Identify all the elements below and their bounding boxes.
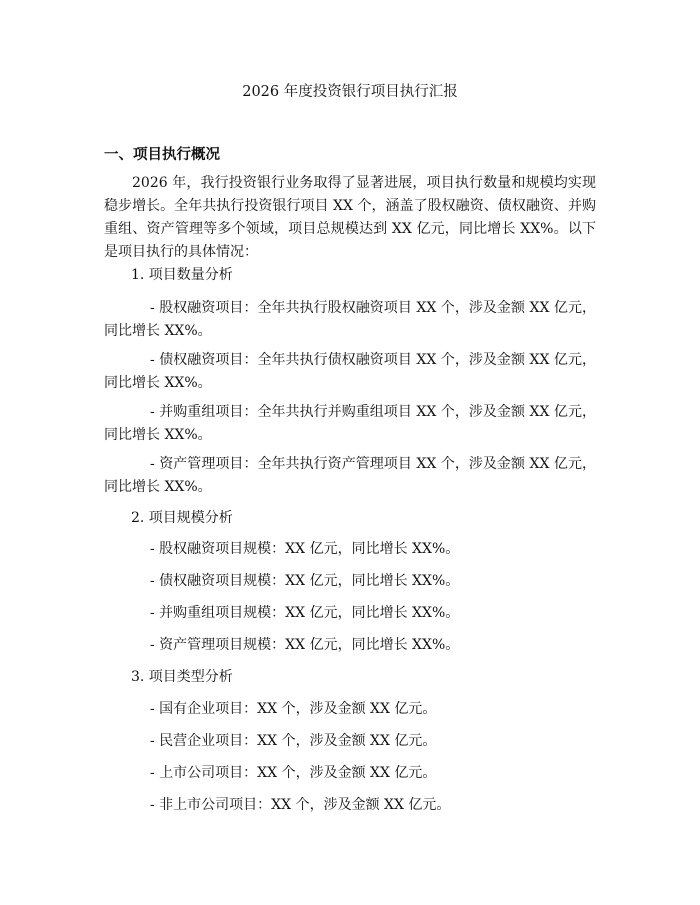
subheading-quantity-analysis: 1. 项目数量分析 [131,267,233,283]
list-item: - 股权融资项目：全年共执行股权融资项目 XX 个，涉及金额 XX 亿元，同比增长 XX%。 [104,300,596,339]
list-item: - 国有企业项目：XX 个，涉及金额 XX 亿元。 [150,701,437,717]
list-item: - 民营企业项目：XX 个，涉及金额 XX 亿元。 [150,733,437,749]
list-item: - 股权融资项目规模：XX 亿元，同比增长 XX%。 [150,541,460,557]
intro-paragraph: 2026 年，我行投资银行业务取得了显著进展，项目执行数量和规模均实现稳步增长。全年共执行投资银行项目 XX 个，涵盖了股权融资、债权融资、并购重组、资产管理等多个领域，项目总规模达到 XX 亿元，同比增长 XX%。以下是项目执行的具体情况： [104,175,596,260]
list-item: - 非上市公司项目：XX 个，涉及金额 XX 亿元。 [150,797,451,813]
list-item: - 并购重组项目规模：XX 亿元，同比增长 XX%。 [150,605,460,621]
subheading-type-analysis: 3. 项目类型分析 [131,669,233,685]
document-title: 2026 年度投资银行项目执行汇报 [242,84,458,100]
list-item: - 并购重组项目：全年共执行并购重组项目 XX 个，涉及金额 XX 亿元，同比增长 XX%。 [104,404,596,443]
list-item: - 债权融资项目规模：XX 亿元，同比增长 XX%。 [150,573,460,589]
list-item: - 资产管理项目规模：XX 亿元，同比增长 XX%。 [150,637,460,653]
list-item: - 上市公司项目：XX 个，涉及金额 XX 亿元。 [150,765,437,781]
section-heading-overview: 一、项目执行概况 [104,147,220,163]
list-item: - 资产管理项目：全年共执行资产管理项目 XX 个，涉及金额 XX 亿元，同比增长 XX%。 [104,456,596,495]
subheading-scale-analysis: 2. 项目规模分析 [131,510,233,526]
list-item: - 债权融资项目：全年共执行债权融资项目 XX 个，涉及金额 XX 亿元，同比增长 XX%。 [104,352,596,391]
